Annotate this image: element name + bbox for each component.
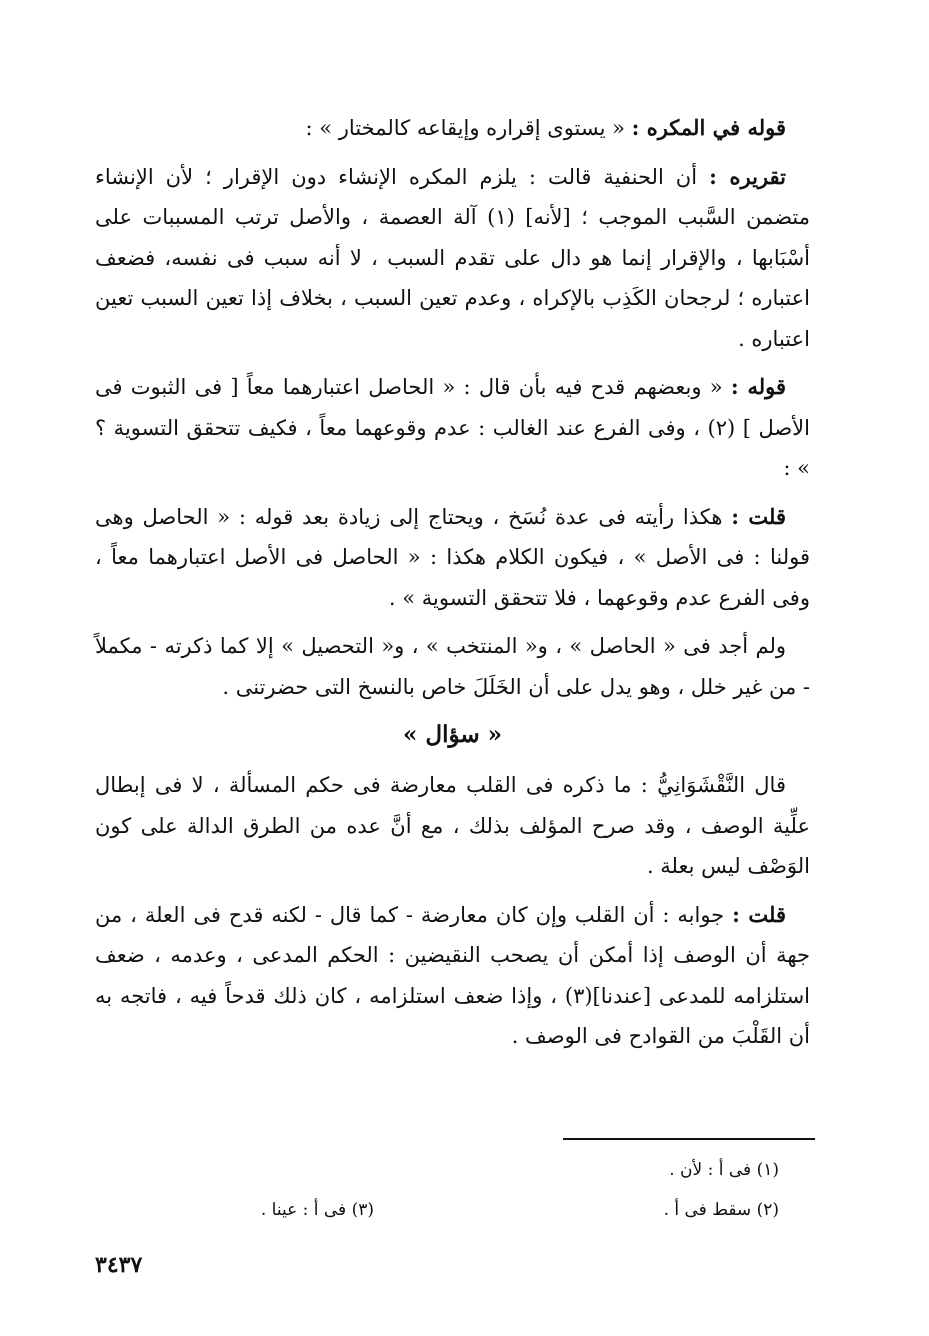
paragraph-text: « يستوى إقراره وإيقاعه كالمختار » : <box>305 116 632 140</box>
paragraph-lead: قلت : <box>732 901 786 927</box>
paragraph-text: ولم أجد فى « الحاصل » ، و« المنتخب » ، و« التحصيل » إلا كما ذكرته - مكملاً - من غير خلل ، وهو يدل على أن الخَلَلَ خاص بالنسخ التى حضرتنى . <box>95 634 810 699</box>
paragraph-2 <box>95 157 810 360</box>
footnote-1: (١) فى أ : لأن . <box>669 1160 779 1180</box>
paragraph-text: هكذا رأيته فى عدة نُسَخ ، ويحتاج إلى زيادة بعد قوله : « الحاصل وهى قولنا : فى الأصل » ، فيكون الكلام هكذا : « الحاصل فى الأصل اعتبارهما معاً ، وفى الفرع عدم وقوعهما ، فلا تتحقق التسوية » . <box>95 504 810 610</box>
paragraph-text: أن الحنفية قالت : يلزم المكره الإنشاء دون الإقرار ؛ لأن الإنشاء متضمن السَّبب الموجب ؛ [لأنه] (١) آلة العصمة ، والأصل ترتب المسببات على أسْبَابها ، والإقرار إنما هو دال على تقدم السبب ، لا أنه سبب فى نفسه، فضعف اعتباره ؛ لرجحان الكَذِب بالإكراه ، وعدم تعين السبب ، بخلاف إذا تعين السبب تعين اعتباره . <box>95 164 810 351</box>
paragraph-lead: تقريره : <box>709 163 786 189</box>
page-body <box>95 108 810 1065</box>
paragraph-1 <box>95 108 810 149</box>
footnote-3: (٣) فى أ : عينا . <box>260 1200 374 1220</box>
paragraph-lead: قلت : <box>731 503 786 529</box>
paragraph-6 <box>95 765 810 887</box>
paragraph-text: قال النَّقْشَوَانِيُّ : ما ذكره فى القلب معارضة فى حكم المسألة ، لا فى إبطال علِّية الوصف ، وقد صرح المؤلف بذلك ، مع أنَّ عده من الطرق الدالة على كون الوَصْف ليس بعلة . <box>95 773 810 878</box>
paragraph-3 <box>95 367 810 489</box>
page-number: ٣٤٣٧ <box>95 1252 143 1278</box>
paragraph-text: « وبعضهم قدح فيه بأن قال : « الحاصل اعتبارهما معاً [ فى الثبوت فى الأصل ] (٢) ، وفى الفرع عند الغالب : عدم وقوعهما معاً ، فكيف تتحقق التسوية ؟ » : <box>95 375 810 480</box>
paragraph-4 <box>95 497 810 619</box>
paragraph-text: جوابه : أن القلب وإن كان معارضة - كما قال - لكنه قدح فى العلة ، من جهة أن الوصف إذا أمكن أن يصحب النقيضين : الحكم المدعى ، وعدمه ، ضعف استلزامه للمدعى [عندنا](٣) ، وإذا ضعف استلزامه ، كان ذلك قدحاً فيه ، فاتجه به أن القَلْبَ من القوادح فى الوصف . <box>95 902 810 1048</box>
paragraph-5 <box>95 626 810 707</box>
footnote-divider <box>563 1138 815 1140</box>
footnote-2: (٢) سقط فى أ . <box>663 1200 779 1220</box>
paragraph-7 <box>95 895 810 1057</box>
paragraph-lead: قوله في المكره : <box>631 115 786 140</box>
paragraph-lead: قوله : <box>730 374 786 399</box>
section-heading: « سؤال » <box>402 721 503 748</box>
